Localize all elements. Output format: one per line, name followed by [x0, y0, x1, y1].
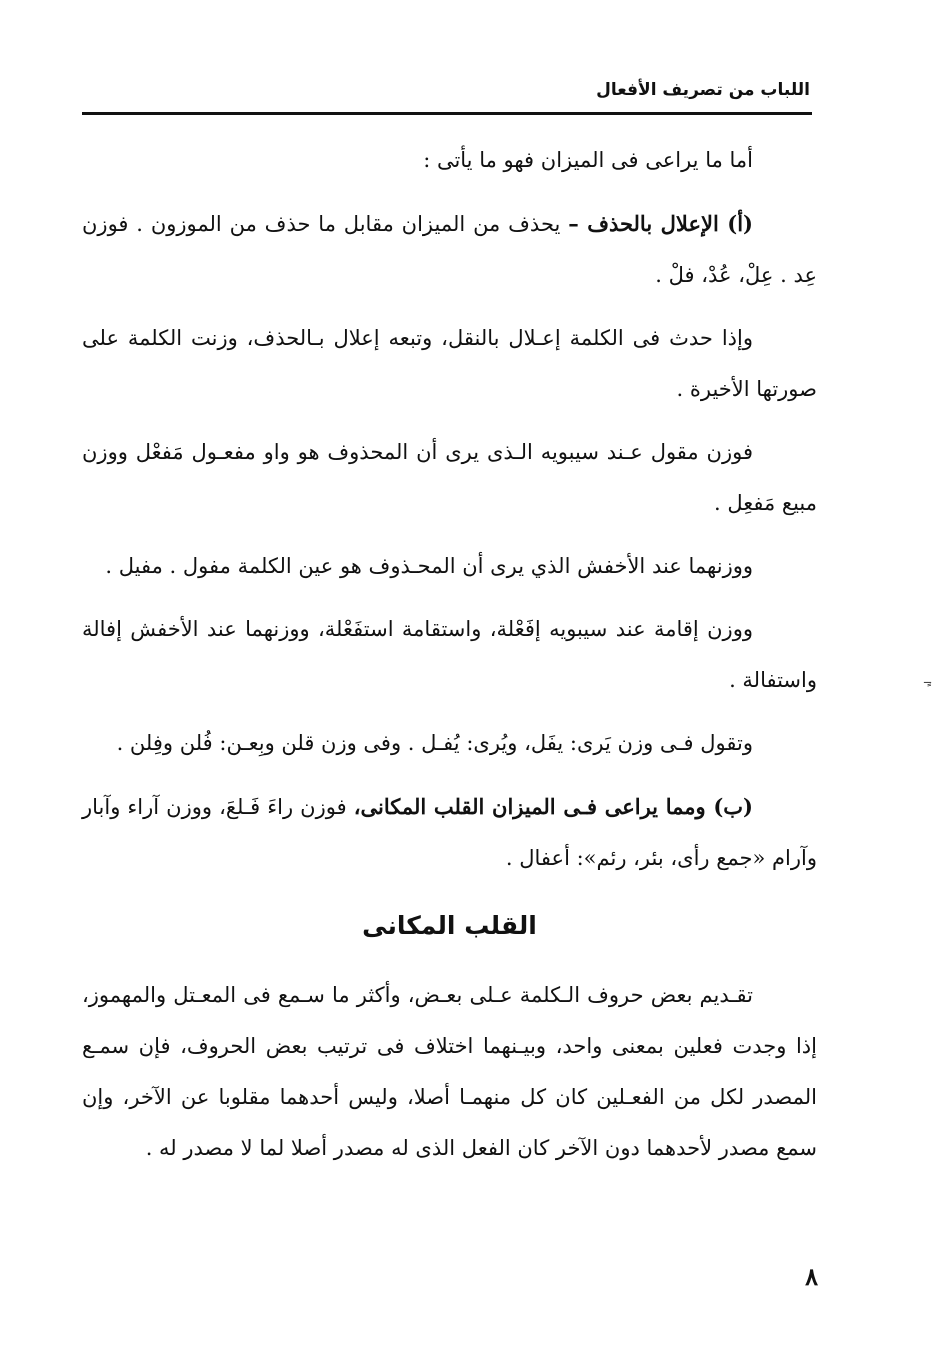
- elision-text: يحذف من الميزان مقابل ما حذف من الموزون . فوزن عِد . عِلْ، عُدْ، فلْ .: [82, 212, 817, 287]
- metathesis-text: فوزن راءَ فَـلعَ، ووزن آراء وآبار وآرام «جمع رأى، بئر، رئم»: أعفال .: [82, 795, 817, 870]
- header-rule: [82, 112, 812, 115]
- paragraph-sibawayh: فوزن مقول عـند سيبويه الـذى يرى أن المحذوف هو واو مفعـول مَفعْل ووزن مبيع مَفعِل .: [82, 440, 817, 515]
- paragraph-elision: [82, 198, 817, 301]
- metathesis-heading: (ب) ومما يراعى فـى الميزان القلب المكانى،: [353, 794, 753, 819]
- section-title: القلب المكانى: [362, 911, 537, 940]
- body-text: [82, 135, 817, 1186]
- section-body: تقـديم بعض حروف الـكلمة عـلى بعـض، وأكثر ما سـمع فى المعـتل والمهموز، إذا وجدت فعلين بمعنى واحد، وبيـنهما اختلاف فى ترتيب بعض الحروف، فإن سمـع المصدر لكل من الفعـلين كان كل منهمـا أصلا، وليس أحدهما مقلوبا عن الآخر، وإن سمع مصدر لأحدهما دون الآخر كان الفعل الذى له مصدر أصلا لما لا مصدر له .: [82, 983, 817, 1160]
- paragraph-metathesis: [82, 781, 817, 884]
- running-header: اللباب من تصريف الأفعال: [596, 80, 810, 100]
- paragraph-yara: وتقول فـى وزن يَرى: يفَل، ويُرى: يُفـل . وفى وزن قلن وبِعـن: فُلن وفِلن .: [116, 731, 753, 755]
- paragraph-transfer: وإذا حدث فى الكلمة إعـلال بالنقل، وتبعه إعلال بـالحذف، وزنت الكلمة على صورتها الأخيرة .: [82, 326, 817, 401]
- paragraph-intro: أما ما يراعى فى الميزان فهو ما يأتى :: [423, 148, 753, 172]
- page-number: ٨: [805, 1262, 818, 1291]
- paragraph-iqama: ووزن إقامة عند سيبويه إفَعْلة، واستقامة استفَعْلة، ووزنهما عند الأخفش إفالة واستفالة .: [82, 617, 817, 692]
- elision-heading: (أ) الإعلال بالحذف –: [568, 211, 753, 236]
- paragraph-akhfash: ووزنهما عند الأخفش الذي يرى أن المحـذوف هو عين الكلمة مفول . مفيل .: [105, 554, 753, 578]
- margin-mark: ـٍٍـ: [924, 672, 932, 686]
